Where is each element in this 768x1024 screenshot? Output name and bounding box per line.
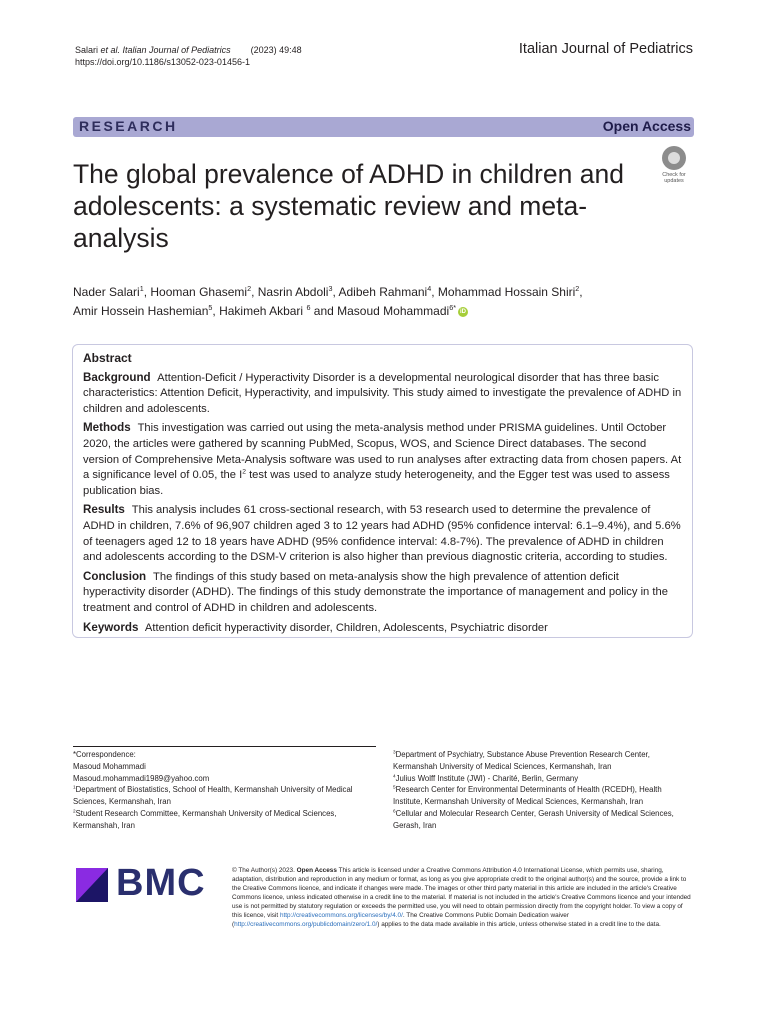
author-affiliation: 5 xyxy=(208,303,213,312)
correspondence-name: Masoud Mohammadi xyxy=(73,761,146,771)
author-affiliation: 6 xyxy=(306,303,311,312)
doi-link[interactable]: https://doi.org/10.1186/s13052-023-01456-1 xyxy=(75,57,250,67)
journal-name: Italian Journal of Pediatrics xyxy=(518,41,693,57)
affiliation-5: $^5$Research Center for Environmental Determinants of Health (RCEDH), Health Institute, Kermanshah University of Medical Sciences, Kermanshah, Iran xyxy=(393,784,662,807)
check-for-updates-badge[interactable] xyxy=(655,146,693,184)
author-affiliation: 4 xyxy=(427,284,432,293)
affiliation-2: $^2$Student Research Committee, Kermanshah University of Medical Sciences, Kermanshah, Iran xyxy=(73,808,337,830)
citation-journal: et al. Italian Journal of Pediatrics xyxy=(100,45,231,55)
background-text: Attention-Deficit / Hyperactivity Disorder is a developmental neurological disorder that has three basic characteristics: Attention Deficit, Hyperactivity, and impulsivity. This study aimed to investigate the prevalence of ADHD in children and adolescents. xyxy=(83,371,682,415)
abstract-background xyxy=(83,370,683,418)
author-name: Adibeh Rahmani xyxy=(338,285,428,299)
author-name: Nasrin Abdoli xyxy=(257,285,329,299)
article-title: The global prevalence of ADHD in children and adolescents: a systematic review and meta-analysis xyxy=(73,159,624,253)
author-affiliation: 6* xyxy=(449,303,456,312)
footnote-divider xyxy=(73,746,376,747)
author-affiliation: 2 xyxy=(575,284,580,293)
abstract-heading: Abstract xyxy=(83,351,132,365)
correspondence-email[interactable]: Masoud.mohammadi1989@yahoo.com xyxy=(73,773,210,783)
results-label: Results xyxy=(83,503,125,517)
abstract-conclusion xyxy=(83,569,683,617)
conclusion-text: The findings of this study based on meta-analysis show the high prevalence of attention deficit hyperactivity disorder (ADHD). The findings of this study demonstrate the importance of management and policy in the treatment and control of ADHD in children and adolescents. xyxy=(83,570,668,614)
keywords-label: Keywords xyxy=(83,620,139,634)
orcid-icon[interactable]: iD xyxy=(460,308,466,315)
author-affiliation: 1 xyxy=(139,284,144,293)
section-label: RESEARCH xyxy=(79,118,178,134)
correspondence-label: *Correspondence: xyxy=(73,750,136,759)
license-text: © The Author(s) 2023. Open Access This article is licensed under a Creative Commons Attribution 4.0 International License, which permits use, sharing, adaptation, distribution and reproduction in any medium or format, as long as you give appropriate credit to the original author(s) and the source, provide a link to the Creative Commons licence, and indicate if changes were made. The images or other third party material in this article are included in the article's Creative Commons licence, unless indicated otherwise in a credit line to the material. If material is not included in the article's Creative Commons licence and your intended use is not permitted by statutory regulation or exceeds the permitted use, you will need to obtain permission directly from the copyright holder. To view a copy of this licence, visit http://creativecommons.org/licenses/by/4.0/. The Creative Commons Public Domain Dedication waiver (http://creativecommons.org/publicdomain/zero/1.0/) applies to the data made available in this article, unless otherwise stated in a credit line to the data. xyxy=(232,867,691,928)
affiliation-6: $^6$Cellular and Molecular Research Center, Gerash University of Medical Sciences, Gerash, Iran xyxy=(393,808,674,830)
keywords-text: Attention deficit hyperactivity disorder, Children, Adolescents, Psychiatric disorder xyxy=(144,621,548,634)
author-name: Nader Salari xyxy=(73,285,140,299)
methods-label: Methods xyxy=(83,421,131,435)
author-affiliation: 3 xyxy=(328,284,333,293)
author-name: Hakimeh Akbari xyxy=(219,304,307,318)
author-name: Amir Hossein Hashemian xyxy=(73,304,209,318)
results-text: This analysis includes 61 cross-sectional research, with 53 research used to determine the prevalence of ADHD in children, 7.6% of 96,907 children aged 3 to 12 years had ADHD (95% confidence interval: 6.1–9.4%), and 5.6% of teenagers aged 12 to 18 years have ADHD (95% confidence interval: 4.8-7%). The prevalence of ADHD in children and adolescents according to the DSM-V criterion is also higher than previous diagnostic criteria, according to studies. xyxy=(83,504,681,564)
license-open-access: Open Access xyxy=(296,867,337,874)
abstract-methods xyxy=(83,420,683,499)
cc-by-link[interactable]: http://creativecommons.org/licenses/by/4.0/ xyxy=(279,912,403,919)
check-updates-line2: updates xyxy=(664,178,684,184)
affiliation-3: $^3$Department of Psychiatry, Substance Abuse Prevention Research Center, Kermanshah University of Medical Sciences, Kermanshah, Iran xyxy=(393,749,650,771)
affiliation-1: $^1$Department of Biostatistics, School of Health, Kermanshah University of Medical Sciences, Kermanshah, Iran xyxy=(73,784,353,807)
footnotes-left xyxy=(73,749,373,832)
footnotes-right xyxy=(393,749,693,832)
author-list: Nader Salari$^1$, Hooman Ghasemi$^2$, Nasrin Abdoli$^3$, Adibeh Rahmani$^4$, Mohammad Hossain Shiri$^2$, Amir Hossein Hashemian$^5$, Hakimeh Akbari $^6$ and Masoud Mohammadi$^{6*}$ iD xyxy=(73,284,583,318)
abstract-keywords xyxy=(83,620,683,637)
conclusion-label: Conclusion xyxy=(83,569,147,583)
citation-volume: (2023) 49:48 xyxy=(250,45,302,55)
bmc-logo-text: BMC xyxy=(116,862,206,904)
abstract-box xyxy=(72,344,693,638)
methods-text-cont: test was used to analyze study heterogeneity, and the Egger test was used to assess publication bias. xyxy=(83,469,670,497)
bmc-mark-icon xyxy=(76,868,108,902)
author-name: Masoud Mohammadi xyxy=(337,304,450,318)
copyright-notice: © The Author(s) 2023. xyxy=(232,867,297,874)
methods-text: This investigation was carried out using the meta-analysis method under PRISMA guidelines. Until October 2020, the articles were gathered by scanning PubMed, Scopus, WOS, and Science Direct databases. The second version of Comprehensive Meta-Analysis software was used to run analyses after extracting data from chosen papers. At a significance level of 0.05, the I xyxy=(83,422,682,482)
cc-zero-link[interactable]: http://creativecommons.org/publicdomain/zero/1.0/ xyxy=(234,921,378,928)
affiliation-4: $^4$Julius Wolff Institute (JWI) - Charité, Berlin, Germany xyxy=(393,773,579,783)
check-updates-line1: Check for xyxy=(662,172,686,178)
methods-superscript: 2 xyxy=(242,468,246,476)
check-updates-icon xyxy=(662,146,686,170)
citation-header xyxy=(75,44,302,68)
background-label: Background xyxy=(83,370,151,384)
author-name: Mohammad Hossain Shiri xyxy=(437,285,576,299)
author-affiliation: 2 xyxy=(247,284,252,293)
citation-authors: Salari xyxy=(75,45,101,55)
bmc-logo xyxy=(76,862,216,908)
author-name: Hooman Ghasemi xyxy=(150,285,248,299)
abstract-results xyxy=(83,502,683,565)
open-access-label: Open Access xyxy=(602,118,691,134)
